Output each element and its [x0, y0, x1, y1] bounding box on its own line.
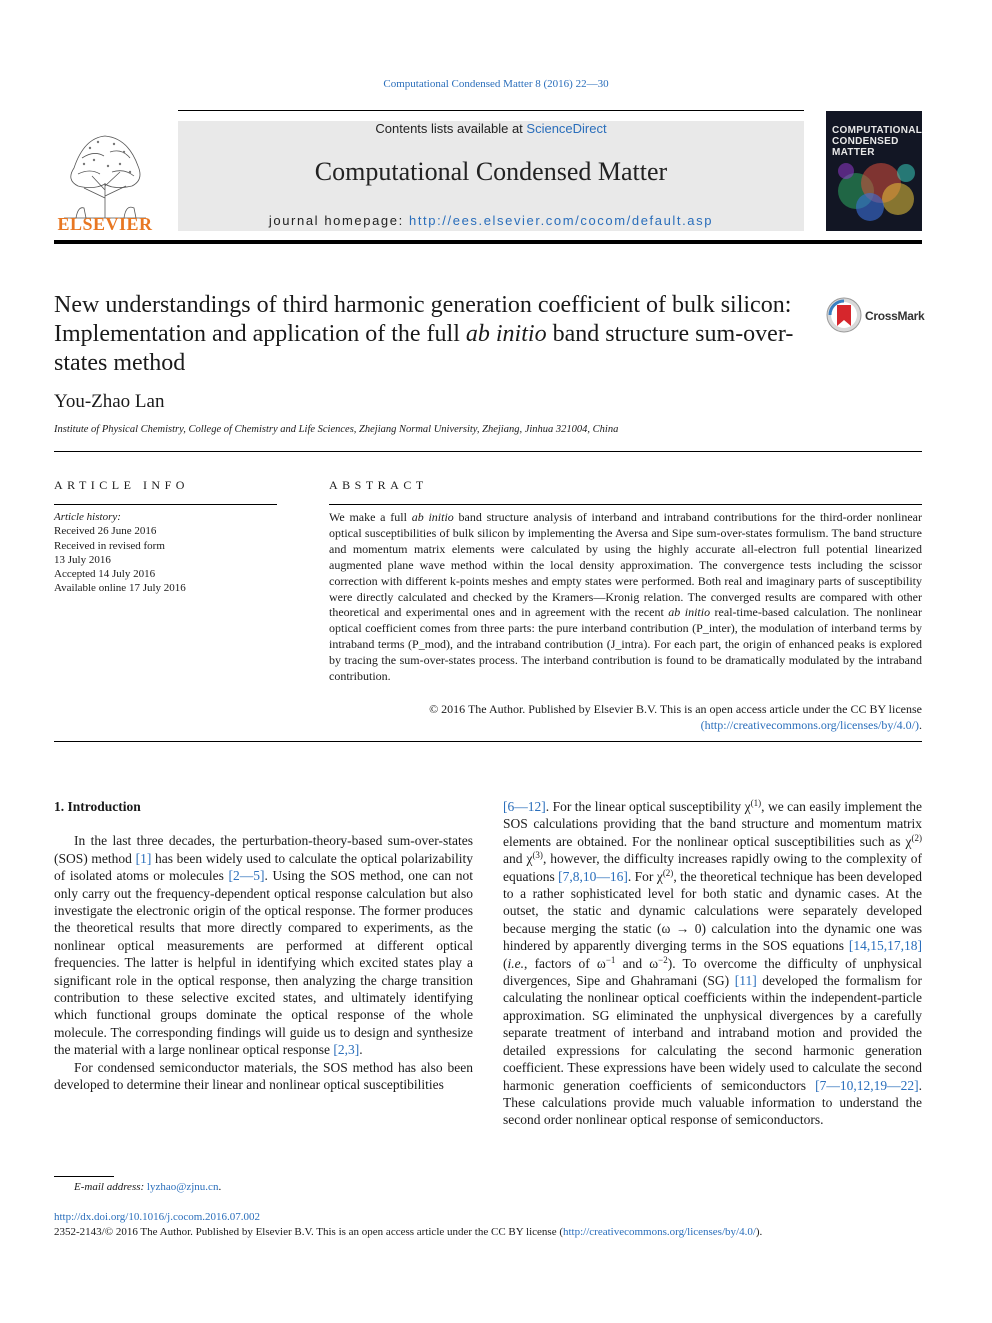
- body-column-left: [54, 798, 473, 1094]
- reference-link[interactable]: [11]: [734, 973, 757, 989]
- text-run: , however, the difficulty increases rapidly owing to the complexity of equations: [503, 851, 923, 884]
- title-part-1: New understandings of third harmonic generation coefficient of bulk silicon: Implementation and application of the full: [54, 292, 792, 347]
- text-run: .: [359, 1042, 363, 1058]
- header-top-rule: [178, 110, 804, 111]
- elsevier-wordmark: ELSEVIER: [57, 214, 153, 234]
- abstract-segment: real-time-based calculation. The nonlinear optical coefficient comes from three parts: the pure interband contribution (P_inter), the modulation of interband terms by intraband terms (P_mod), and the intraband contribution (J_intra). For each part, the origin of enhanced peaks is explored by tracing the sum-over-states process. The interband contribution is found to be dramatically modulated by the intraband contribution.: [329, 605, 922, 684]
- header-bottom-rule: [54, 240, 922, 244]
- text-run: . For χ: [627, 868, 663, 884]
- history-item: Received in revised form: [54, 539, 165, 552]
- text-run: and χ: [503, 851, 533, 867]
- superscript: (3): [532, 850, 543, 861]
- reference-link[interactable]: [7,8,10—16]: [558, 868, 628, 884]
- superscript: (2): [911, 832, 922, 843]
- abstract-license: [329, 702, 922, 734]
- issn-text: 2352-2143/© 2016 The Author. Published by Elsevier B.V. This is an open access article under the CC BY license (: [54, 1226, 563, 1238]
- superscript: −1: [605, 954, 616, 965]
- superscript: (2): [662, 867, 674, 878]
- reference-link[interactable]: [2—5]: [228, 868, 265, 884]
- title-part-2: band structure sum-over-states method: [54, 321, 794, 376]
- intro-paragraph-1: [54, 832, 473, 1058]
- contents-prefix: Contents lists available at: [375, 121, 527, 136]
- journal-homepage-line: [178, 213, 804, 228]
- section-heading-introduction: 1. Introduction: [54, 799, 141, 814]
- text-run: , factors of ω: [524, 955, 606, 971]
- email-end: .: [218, 1181, 222, 1193]
- reference-link[interactable]: [7—10,12,19—22]: [815, 1077, 919, 1093]
- text-run: . These calculations provide much valuable information to understand the second order nonlinear optical response of semiconductors.: [503, 1077, 922, 1128]
- footer-license-link[interactable]: http://creativecommons.org/licenses/by/4.0/: [563, 1226, 756, 1238]
- reference-link[interactable]: [14,15,17,18]: [848, 938, 922, 954]
- history-label: Article history:: [54, 511, 121, 523]
- text-run: , the theoretical technique has been developed to a rather sophisticated level for both static and dynamic cases. At the outset, the static and dynamic calculations were separately developed because merging the static (ω → 0) calculation into the dynamic one was hindered by apparently diverging terms in the SOS equations: [503, 868, 922, 954]
- footnote-rule: [54, 1176, 114, 1177]
- issn-end: ).: [755, 1226, 763, 1238]
- text-run: (: [503, 955, 508, 971]
- text-run: . For the linear optical susceptibility χ: [545, 799, 751, 814]
- journal-cover-image[interactable]: [826, 111, 922, 231]
- text-run: , we can easily implement the SOS calculations providing that the band structure and momentum matrix elements are obtained. For the nonlinear optical susceptibilities such as χ: [503, 799, 922, 849]
- abstract-italic: ab initio: [668, 605, 711, 620]
- affiliation-rule: [54, 451, 922, 452]
- doi-link[interactable]: http://dx.doi.org/10.1016/j.cocom.2016.07.002: [54, 1211, 261, 1223]
- license-link[interactable]: (http://creativecommons.org/licenses/by/4.0/): [700, 717, 919, 732]
- history-item: 13 July 2016: [54, 553, 111, 566]
- license-end: .: [919, 717, 922, 732]
- history-item: Accepted 14 July 2016: [54, 568, 156, 581]
- text-run: In the last three decades, the perturbation-theory-based sum-over-states (SOS) method: [54, 833, 473, 866]
- cover-title-line-2: CONDENSED MATTER: [832, 136, 899, 158]
- title-italic: ab initio: [465, 321, 547, 347]
- article-info-rule: [54, 504, 277, 505]
- cover-art-icon: [826, 111, 922, 231]
- abstract-segment: We make a full: [329, 510, 412, 524]
- email-label: E-mail address:: [74, 1181, 147, 1193]
- license-text: © 2016 The Author. Published by Elsevier B.V. This is an open access article under the CC BY license: [429, 702, 922, 716]
- author-affiliation: Institute of Physical Chemistry, College of Chemistry and Life Sciences, Zhejiang Normal University, Zhejiang, Jinhua 321004, China: [54, 424, 619, 435]
- article-title: [54, 291, 814, 378]
- superscript: −2: [658, 954, 668, 965]
- text-run: and ω: [615, 955, 659, 971]
- sciencedirect-link[interactable]: ScienceDirect: [526, 121, 607, 136]
- journal-title: Computational Condensed Matter: [314, 157, 668, 186]
- contents-line: [178, 121, 804, 136]
- text-run: . Using the SOS method, one can not only carry out the frequency-dependent optical response calculation but also investigate the electronic origin of the optical response. The former produces the theoretical results that more directly compared to experiments, as the nonlinear optical measurements are performed at different optical frequencies. The latter is helpful in identifying which excited states play a significant role in the optical response, then analyzing the charge transition contribution to these selective excited states, and ultimately identifying which functional groups dominate the optical response of the whole molecule. The corresponding findings will guide us to design and synthesize the material with a large nonlinear optical response: [54, 868, 474, 1058]
- reference-link[interactable]: [6—12]: [503, 799, 546, 814]
- intro-paragraph-2-start: [54, 1059, 473, 1094]
- issn-copyright-line: [54, 1226, 762, 1238]
- cover-title-line-1: COMPUTATIONAL: [832, 125, 922, 136]
- abstract-segment: band structure analysis of interband and intraband contributions for the third-order nonlinear optical susceptibilities of bulk silicon by implementing the Aversa and Sipe sum-over-states formulism. The band structure and momentum matrix elements were calculated by using the highly accurate all-electron full potential linearized augmented plane wave method within the local density approximation. The convergence tests including the scissor correction with different k-points meshes and empty states were performed. Both real and imaginary parts of susceptibility were directly calculated and checked by the Kramers—Kronig relation. The converged results are compared with other theoretical and experimental ones and in agreement with the recent: [329, 510, 923, 620]
- text-run-italic: i.e.: [507, 955, 524, 971]
- reference-link[interactable]: [1]: [135, 850, 152, 866]
- article-info-heading: ARTICLE INFO: [54, 478, 189, 492]
- abstract-heading: ABSTRACT: [329, 478, 428, 492]
- text-run: developed the formalism for calculating the nonlinear optical coefficients within the independent-particle approximation. SG eliminated the unphysical divergences by a carefully separate treatment of interband and intraband motion and provided the detailed expressions for calculating the second harmonic generation coefficient. These expressions have been widely used to calculate the second harmonic generation coefficients of semiconductors: [503, 973, 923, 1093]
- abstract-end-rule: [54, 741, 922, 742]
- text-run: For condensed semiconductor materials, the SOS method has also been developed to determine their linear and nonlinear optical susceptibilities: [54, 1059, 473, 1093]
- journal-citation[interactable]: Computational Condensed Matter 8 (2016) 22—30: [383, 78, 609, 90]
- crossmark-label[interactable]: CrossMark: [865, 309, 925, 323]
- footnote-email: [74, 1181, 221, 1193]
- history-item: Received 26 June 2016: [54, 525, 157, 538]
- reference-link[interactable]: [2,3]: [333, 1042, 360, 1058]
- article-history: [54, 510, 277, 596]
- intro-paragraph-2-continued: [503, 798, 922, 1129]
- body-column-right: [503, 798, 922, 1129]
- author-name: You-Zhao Lan: [54, 391, 165, 412]
- text-run: ). To overcome the difficulty of unphysical divergences, Sipe and Ghahramani (SG): [503, 955, 922, 989]
- email-link[interactable]: lyzhao@zjnu.cn: [146, 1181, 219, 1193]
- history-item: Available online 17 July 2016: [54, 582, 186, 595]
- superscript: (1): [750, 798, 762, 808]
- homepage-link[interactable]: http://ees.elsevier.com/cocom/default.asp: [409, 213, 714, 228]
- text-run: has been widely used to calculate the optical polarizability of isolated atoms or molecules: [54, 850, 474, 884]
- abstract-text: [329, 510, 922, 685]
- homepage-prefix: journal homepage:: [268, 213, 410, 228]
- abstract-rule: [329, 504, 922, 505]
- abstract-italic: ab initio: [411, 510, 454, 524]
